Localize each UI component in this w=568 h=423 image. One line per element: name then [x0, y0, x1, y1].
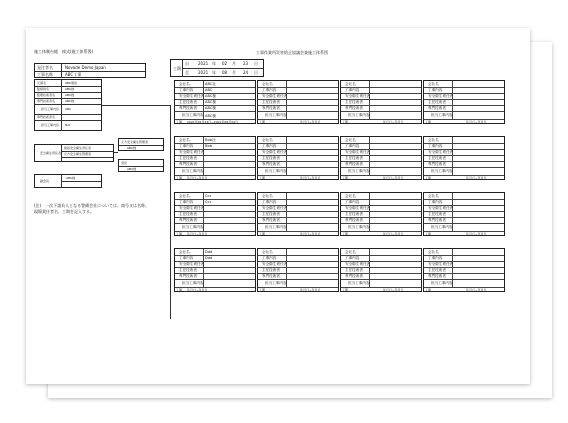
card-field-label: 工事内容 [262, 199, 277, 204]
subcontractor-card [257, 248, 339, 292]
card-field-label: 担当工事内容 [431, 168, 453, 173]
client-label: 発注者名 [37, 64, 53, 70]
subcontractor-card [257, 80, 339, 124]
card-field-label: 工事内容 [262, 143, 277, 148]
period-from-day: 23 [243, 61, 249, 66]
card-field-label: 専門技術者 [345, 105, 363, 110]
card-field-label: 安全衛生責任者 [262, 261, 288, 266]
document-sheet [26, 28, 530, 384]
card-field-label: 担当工事内容 [182, 112, 204, 117]
card-term-value: 年月日~年月日 [187, 288, 208, 292]
card-field-label: 会社名 [428, 81, 439, 86]
card-term-label: 工期 [342, 120, 349, 124]
card-term-label: 工期 [342, 176, 349, 180]
card-field-label: 主任技術者 [345, 267, 363, 272]
card-field-label: 工事内容 [345, 199, 360, 204]
safety-table [34, 144, 114, 162]
card-field-label: 会社名 [179, 193, 190, 198]
card-field-label: 安全衛生責任者 [262, 205, 288, 210]
card-field-label: 担当工事内容 [431, 224, 453, 229]
ledger-title: 施工体制台帳 様式(施工体系図) [34, 49, 94, 54]
card-field-label: 安全衛生責任者 [428, 261, 454, 266]
card-term-label: 工期 [342, 232, 349, 236]
card-field-label: 会社名 [345, 249, 356, 254]
card-field-label: 工事内容 [179, 199, 194, 204]
card-field-label: 工事内容 [262, 255, 277, 260]
site-manager-value: ABC様 [127, 145, 137, 150]
card-term-value: 年月日~年月日 [187, 232, 208, 236]
card-term-label: 工期 [176, 288, 183, 292]
card-field-label: 担当工事内容 [265, 112, 287, 117]
prime-label-0: 元請名 [37, 80, 47, 85]
card-field-label: 主任技術者 [179, 267, 197, 272]
clerk-label: 書記 [121, 160, 128, 165]
card-field-label: 安全衛生責任者 [345, 93, 371, 98]
card-field-label: 専門技術者 [345, 161, 363, 166]
card-field-label: 安全衛生責任者 [345, 261, 371, 266]
card-field-label: 専門技術者 [262, 273, 280, 278]
card-company-value: Ddd [205, 249, 213, 254]
card-field-label: 会社名 [345, 137, 356, 142]
prime-value-1: ABC様 [65, 86, 75, 91]
subcontractor-card [423, 136, 505, 180]
site-manager-box [118, 138, 164, 151]
card-field-value: ABC様 [205, 99, 216, 104]
card-term-label: 工期 [259, 176, 266, 180]
card-field-label: 専門技術者 [179, 217, 197, 222]
card-field-value: ABC様 [205, 105, 216, 110]
card-field-label: 工事内容 [428, 143, 443, 148]
period-from-month: 02 [222, 61, 228, 66]
card-term-value: 年月日~年月日 [300, 232, 321, 236]
card-company-value: Bob社 [205, 137, 216, 142]
card-field-label: 主任技術者 [428, 211, 446, 216]
clerk-box [118, 159, 164, 172]
period-to-year: 2021 [198, 69, 209, 75]
subcontractor-card [174, 248, 256, 292]
card-term-value: 年月日~年月日 [383, 120, 404, 124]
prime-label-5: 専門技術者名 [37, 114, 56, 119]
card-field-label: 専門技術者 [179, 105, 197, 110]
card-field-label: 工事内容 [262, 87, 277, 92]
card-field-label: 担当工事内容 [431, 112, 453, 117]
period-from-day-unit: 日 [254, 61, 258, 66]
card-term-value: 年月日~年月日 [300, 288, 321, 292]
prime-value-6: N/A [65, 123, 71, 127]
card-term-value: 2021年02月23日~2021年08月24日 [187, 120, 239, 124]
card-term-label: 工期 [425, 120, 432, 124]
card-field-value: Ddd [205, 255, 213, 260]
subcontractor-card [257, 192, 339, 236]
client-value: Novade Demo Japan [65, 64, 106, 70]
card-field-label: 会社名 [428, 193, 439, 198]
card-field-label: 工事内容 [345, 143, 360, 148]
card-field-label: 専門技術者 [428, 273, 446, 278]
card-field-label: 専門技術者 [428, 161, 446, 166]
card-field-label: 専門技術者 [179, 161, 197, 166]
prime-label-1: 監督員名 [37, 86, 50, 91]
period-from-month-unit: 月 [232, 61, 236, 66]
subcontractor-card [423, 248, 505, 292]
card-field-label: 工事内容 [345, 255, 360, 260]
safety-label: 安全衛生責任者 [40, 151, 62, 155]
card-field-label: 会社名 [345, 81, 356, 86]
construction-period-box [170, 59, 264, 77]
card-field-label: 担当工事内容 [182, 224, 204, 229]
card-field-label: 担当工事内容 [182, 280, 204, 285]
card-field-label: 主任技術者 [262, 155, 280, 160]
subcontractor-card [174, 192, 256, 236]
card-field-value: ABC様 [205, 93, 216, 98]
card-field-label: 工事内容 [345, 87, 360, 92]
card-field-label: 会社名 [428, 137, 439, 142]
card-field-label: 主任技術者 [262, 99, 280, 104]
prime-label-3: 専門技術者名 [37, 98, 56, 103]
connector-line [170, 105, 171, 319]
card-field-label: 担当工事内容 [348, 224, 370, 229]
subcontractor-card [174, 80, 256, 124]
card-field-label: 担当工事内容 [348, 112, 370, 117]
subcontractor-card [340, 136, 422, 180]
subcontractor-card [174, 136, 256, 180]
card-field-label: 主任技術者 [428, 99, 446, 104]
card-field-label: 安全衛生責任者 [345, 205, 371, 210]
card-field-label: 安全衛生責任者 [179, 261, 205, 266]
card-field-label: 担当工事内容 [431, 280, 453, 285]
period-to-month: 08 [222, 69, 228, 75]
card-field-label: 専門技術者 [345, 217, 363, 222]
card-term-label: 工期 [176, 176, 183, 180]
card-field-label: 担当工事内容 [265, 280, 287, 285]
subcontractor-card [423, 192, 505, 236]
card-field-label: 担当工事内容 [348, 280, 370, 285]
card-field-value: Bbb [205, 143, 213, 148]
prime-label-2: 監理技術者名 [37, 92, 56, 97]
footnote: (注) 一次下請負人となる警備会社については、商号又は名称、現場責任者名、工期を記入する。 [34, 203, 150, 214]
card-field-value: ABC様 [205, 113, 216, 118]
card-field-label: 主任技術者 [428, 267, 446, 272]
card-term-value: 年月日~年月日 [466, 120, 487, 124]
card-field-label: 会社名 [262, 193, 273, 198]
card-field-label: 主任技術者 [345, 99, 363, 104]
safety-row-0: 統括安全衛生責任者 [64, 145, 92, 150]
site-manager-label: 元方安全衛生管理者 [121, 139, 149, 144]
card-term-label: 工期 [259, 288, 266, 292]
card-field-label: 工事内容 [179, 87, 194, 92]
card-term-value: 年月日~年月日 [300, 120, 321, 124]
card-term-label: 工期 [259, 232, 266, 236]
period-to-year-unit: 年 [212, 69, 216, 75]
card-field-label: 専門技術者 [428, 217, 446, 222]
prime-contractor-table [34, 79, 102, 131]
card-field-label: 安全衛生責任者 [345, 149, 371, 154]
period-to-day: 24 [243, 69, 249, 75]
vice-chair-box [34, 174, 102, 188]
card-term-label: 工期 [176, 120, 183, 124]
safety-row-1: 元方安全衛生管理者 [64, 151, 92, 156]
card-field-label: 専門技術者 [262, 161, 280, 166]
period-from-prefix: 自 [185, 61, 189, 66]
card-term-label: 工期 [425, 288, 432, 292]
card-term-value: 年月日~年月日 [466, 176, 487, 180]
prime-value-2: ABC様 [65, 92, 75, 97]
prime-label-6: 担当工事内容 [41, 123, 60, 127]
card-field-label: 会社名 [179, 249, 190, 254]
card-term-label: 工期 [176, 232, 183, 236]
card-term-label: 工期 [342, 288, 349, 292]
card-field-label: 工事内容 [428, 199, 443, 204]
card-field-label: 専門技術者 [345, 273, 363, 278]
subcontractor-card [257, 136, 339, 180]
card-field-label: 会社名 [345, 193, 356, 198]
prime-value-0: ABC建設 [65, 80, 78, 85]
card-field-label: 工事内容 [179, 143, 194, 148]
card-field-label: 主任技術者 [262, 211, 280, 216]
info-table [34, 63, 146, 78]
card-field-label: 専門技術者 [179, 273, 197, 278]
card-field-label: 担当工事内容 [182, 168, 204, 173]
period-to-day-unit: 日 [254, 69, 258, 75]
card-field-label: 主任技術者 [345, 155, 363, 160]
prime-value-4: ABC [65, 106, 72, 111]
card-field-value: Ccc [205, 199, 212, 204]
subcontractor-card [340, 248, 422, 292]
subcontractor-card [340, 80, 422, 124]
period-from-year-unit: 年 [212, 61, 216, 66]
card-field-label: 主任技術者 [179, 155, 197, 160]
card-field-label: 安全衛生責任者 [262, 93, 288, 98]
card-field-label: 会社名 [262, 249, 273, 254]
card-field-label: 会社名 [179, 81, 190, 86]
period-label: 工期 [173, 66, 181, 71]
card-field-label: 会社名 [179, 137, 190, 142]
card-term-value: 年月日~年月日 [383, 176, 404, 180]
period-to-month-unit: 月 [232, 69, 236, 75]
card-term-value: 年月日~年月日 [187, 176, 208, 180]
card-field-label: 担当工事内容 [265, 224, 287, 229]
card-field-label: 担当工事内容 [265, 168, 287, 173]
card-term-label: 工期 [425, 232, 432, 236]
period-from-year: 2021 [198, 61, 209, 66]
card-term-value: 年月日~年月日 [383, 288, 404, 292]
card-term-value: 年月日~年月日 [466, 288, 487, 292]
card-field-label: 安全衛生責任者 [428, 149, 454, 154]
card-field-label: 担当工事内容 [348, 168, 370, 173]
project-value: ABC工事 [65, 71, 82, 77]
card-field-label: 主任技術者 [262, 267, 280, 272]
vice-chair-value: ABC様 [66, 175, 76, 180]
card-field-label: 会社名 [262, 137, 273, 142]
card-field-label: 安全衛生責任者 [179, 205, 205, 210]
card-field-label: 主任技術者 [179, 99, 197, 104]
vice-chair-label: 副会長 [40, 179, 50, 183]
card-field-label: 専門技術者 [262, 105, 280, 110]
period-to-prefix: 至 [185, 69, 189, 75]
card-field-label: 会社名 [262, 81, 273, 86]
card-term-label: 工期 [425, 176, 432, 180]
connector-line [102, 105, 170, 106]
card-field-label: 安全衛生責任者 [179, 149, 205, 154]
card-field-label: 工事内容 [428, 87, 443, 92]
card-field-label: 主任技術者 [428, 155, 446, 160]
card-field-label: 会社名 [428, 249, 439, 254]
card-company-value: ABC社 [205, 81, 216, 86]
prime-label-4: 担当工事内容 [41, 106, 60, 111]
prime-value-3: ABC様 [65, 98, 75, 103]
card-field-label: 工事内容 [179, 255, 194, 260]
card-field-value: ABC [205, 87, 213, 92]
subcontractor-card [340, 192, 422, 236]
card-term-value: 年月日~年月日 [300, 176, 321, 180]
chart-title: 工事作業所災害防止協議会兼施工体系図 [256, 50, 328, 55]
card-term-value: 年月日~年月日 [383, 232, 404, 236]
clerk-value: ABC様 [127, 166, 137, 171]
project-label: 工事名称 [37, 71, 53, 77]
card-field-label: 安全衛生責任者 [428, 205, 454, 210]
card-field-label: 専門技術者 [262, 217, 280, 222]
card-field-label: 主任技術者 [179, 211, 197, 216]
card-field-label: 安全衛生責任者 [428, 93, 454, 98]
card-field-label: 工事内容 [428, 255, 443, 260]
card-field-label: 安全衛生責任者 [262, 149, 288, 154]
card-field-label: 主任技術者 [345, 211, 363, 216]
subcontractor-card [423, 80, 505, 124]
connector-line [114, 152, 118, 153]
card-term-value: 年月日~年月日 [466, 232, 487, 236]
card-field-label: 安全衛生責任者 [179, 93, 205, 98]
card-company-value: Ccc [205, 193, 212, 198]
card-field-label: 専門技術者 [428, 105, 446, 110]
card-term-label: 工期 [259, 120, 266, 124]
